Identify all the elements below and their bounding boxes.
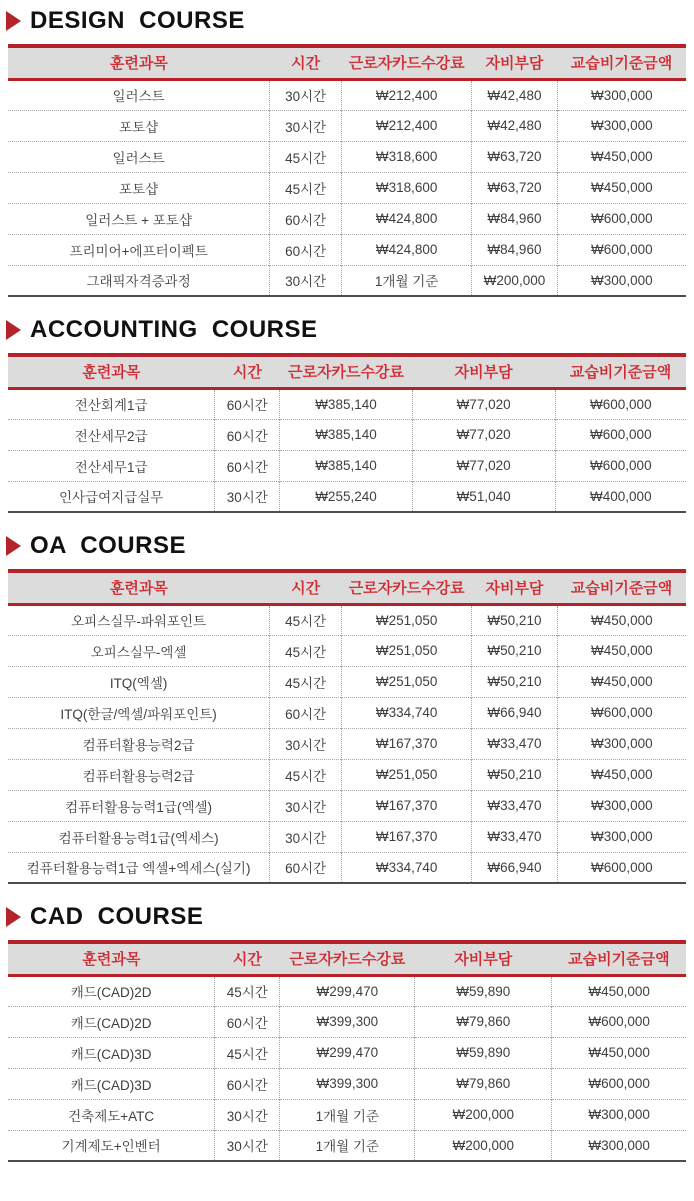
table-cell: 30시간	[215, 1130, 280, 1161]
column-header: 자비부담	[412, 355, 555, 388]
table-cell: 30시간	[215, 481, 280, 512]
column-header: 훈련과목	[8, 942, 215, 975]
column-header: 교습비기준금액	[557, 571, 686, 604]
table-cell: ₩600,000	[555, 388, 686, 419]
table-cell: 30시간	[215, 1099, 280, 1130]
table-cell: ₩66,940	[472, 852, 557, 883]
table-body	[8, 604, 686, 883]
column-header: 시간	[270, 571, 342, 604]
table-cell: ₩424,800	[342, 234, 472, 265]
table-cell: 30시간	[270, 265, 342, 296]
table-cell: 1개월 기준	[342, 265, 472, 296]
table-cell: ₩84,960	[472, 203, 557, 234]
table-cell: 캐드(CAD)3D	[8, 1037, 215, 1068]
table-row	[8, 388, 686, 419]
table-cell: ₩33,470	[472, 728, 557, 759]
table-cell: ₩59,890	[415, 1037, 552, 1068]
table-row	[8, 697, 686, 728]
table-cell: ₩251,050	[342, 759, 472, 790]
table-cell: 60시간	[215, 1068, 280, 1099]
table-cell: ₩212,400	[342, 110, 472, 141]
section-accounting-course	[0, 315, 694, 513]
table-cell: 1개월 기준	[280, 1130, 415, 1161]
table-cell: ₩50,210	[472, 759, 557, 790]
table-row	[8, 728, 686, 759]
table-row	[8, 141, 686, 172]
table-row	[8, 759, 686, 790]
column-header: 훈련과목	[8, 46, 270, 79]
column-header: 자비부담	[415, 942, 552, 975]
table-row	[8, 79, 686, 110]
table-cell: ₩212,400	[342, 79, 472, 110]
table-cell: ₩200,000	[472, 265, 557, 296]
table-cell: 45시간	[270, 141, 342, 172]
table-cell: 45시간	[270, 604, 342, 635]
table-row	[8, 1068, 686, 1099]
table-cell: ₩600,000	[552, 1068, 686, 1099]
table-cell: ₩385,140	[280, 419, 412, 450]
column-header: 훈련과목	[8, 355, 215, 388]
table-cell: ₩450,000	[552, 1037, 686, 1068]
table-cell: 컴퓨터활용능력2급	[8, 728, 270, 759]
table-cell: 기계제도+인벤터	[8, 1130, 215, 1161]
table-cell: ₩334,740	[342, 697, 472, 728]
table-cell: ₩79,860	[415, 1006, 552, 1037]
table-cell: 포토샵	[8, 110, 270, 141]
table-cell: ₩251,050	[342, 604, 472, 635]
column-header: 시간	[215, 355, 280, 388]
table-row	[8, 203, 686, 234]
table-row	[8, 666, 686, 697]
triangle-bullet-icon	[6, 320, 21, 340]
table-cell: ₩399,300	[280, 1006, 415, 1037]
table-cell: ₩399,300	[280, 1068, 415, 1099]
table-cell: 60시간	[215, 1006, 280, 1037]
table-cell: 45시간	[270, 759, 342, 790]
table-cell: 45시간	[270, 635, 342, 666]
table-cell: ₩77,020	[412, 450, 555, 481]
table-cell: ₩600,000	[555, 450, 686, 481]
header-row	[8, 571, 686, 604]
table-cell: ₩300,000	[552, 1130, 686, 1161]
column-header: 자비부담	[472, 46, 557, 79]
table-cell: ₩63,720	[472, 172, 557, 203]
table-row	[8, 1130, 686, 1161]
table-cell: ₩167,370	[342, 821, 472, 852]
table-header	[8, 355, 686, 388]
table-cell: ₩77,020	[412, 388, 555, 419]
table-cell: ₩42,480	[472, 110, 557, 141]
table-cell: ₩299,470	[280, 975, 415, 1006]
table-row	[8, 604, 686, 635]
table-cell: 45시간	[270, 172, 342, 203]
table-cell: ₩600,000	[557, 852, 686, 883]
table-cell: ITQ(한글/엑셀/파워포인트)	[8, 697, 270, 728]
table-cell: 60시간	[270, 697, 342, 728]
table-cell: 컴퓨터활용능력1급(엑셀)	[8, 790, 270, 821]
table-cell: 30시간	[270, 79, 342, 110]
table-row	[8, 852, 686, 883]
table-row	[8, 265, 686, 296]
table-cell: 컴퓨터활용능력1급(엑세스)	[8, 821, 270, 852]
table-cell: ₩299,470	[280, 1037, 415, 1068]
table-cell: ₩50,210	[472, 666, 557, 697]
table-row	[8, 821, 686, 852]
triangle-bullet-icon	[6, 536, 21, 556]
table-cell: ITQ(엑셀)	[8, 666, 270, 697]
table-cell: ₩51,040	[412, 481, 555, 512]
table-cell: ₩300,000	[557, 728, 686, 759]
table-cell: 45시간	[215, 975, 280, 1006]
table-cell: ₩167,370	[342, 728, 472, 759]
triangle-bullet-icon	[6, 11, 21, 31]
table-cell: ₩450,000	[557, 172, 686, 203]
section-title: OA COURSE	[30, 532, 186, 559]
table-row	[8, 110, 686, 141]
table-cell: 60시간	[270, 852, 342, 883]
table-cell: 30시간	[270, 728, 342, 759]
table-cell: 전산세무2급	[8, 419, 215, 450]
table-cell: ₩200,000	[415, 1130, 552, 1161]
section-design-course	[0, 6, 694, 297]
table-cell: ₩77,020	[412, 419, 555, 450]
table-cell: 그래픽자격증과정	[8, 265, 270, 296]
table-cell: ₩33,470	[472, 821, 557, 852]
table-cell: ₩300,000	[557, 79, 686, 110]
oa-course-table	[8, 569, 686, 884]
section-title: CAD COURSE	[30, 903, 204, 930]
column-header: 교습비기준금액	[557, 46, 686, 79]
section-oa-course	[0, 531, 694, 884]
table-cell: 컴퓨터활용능력1급 엑셀+엑세스(실기)	[8, 852, 270, 883]
table-cell: 캐드(CAD)2D	[8, 975, 215, 1006]
table-cell: 오피스실무-파워포인트	[8, 604, 270, 635]
table-row	[8, 1037, 686, 1068]
section-title-row	[6, 902, 694, 932]
column-header: 자비부담	[472, 571, 557, 604]
table-cell: 30시간	[270, 110, 342, 141]
table-cell: 일러스트	[8, 79, 270, 110]
table-cell: ₩450,000	[557, 666, 686, 697]
table-cell: 인사급여지급실무	[8, 481, 215, 512]
table-cell: ₩334,740	[342, 852, 472, 883]
table-cell: ₩318,600	[342, 141, 472, 172]
column-header: 훈련과목	[8, 571, 270, 604]
table-cell: ₩400,000	[555, 481, 686, 512]
table-row	[8, 172, 686, 203]
table-cell: 컴퓨터활용능력2급	[8, 759, 270, 790]
column-header: 근로자카드수강료	[342, 46, 472, 79]
table-cell: 일러스트	[8, 141, 270, 172]
column-header: 교습비기준금액	[552, 942, 686, 975]
table-cell: 전산회계1급	[8, 388, 215, 419]
header-row	[8, 942, 686, 975]
table-cell: ₩424,800	[342, 203, 472, 234]
table-cell: 45시간	[270, 666, 342, 697]
table-cell: ₩251,050	[342, 666, 472, 697]
table-cell: 60시간	[215, 419, 280, 450]
section-title-row	[6, 6, 694, 36]
table-cell: ₩450,000	[557, 759, 686, 790]
table-cell: ₩318,600	[342, 172, 472, 203]
table-cell: ₩42,480	[472, 79, 557, 110]
table-row	[8, 790, 686, 821]
table-cell: ₩600,000	[555, 419, 686, 450]
table-cell: ₩600,000	[557, 697, 686, 728]
table-cell: 1개월 기준	[280, 1099, 415, 1130]
table-row	[8, 635, 686, 666]
table-header	[8, 942, 686, 975]
table-cell: ₩300,000	[557, 265, 686, 296]
table-cell: 60시간	[215, 450, 280, 481]
header-row	[8, 46, 686, 79]
accounting-course-table	[8, 353, 686, 513]
table-cell: 60시간	[215, 388, 280, 419]
section-title-row	[6, 531, 694, 561]
table-cell: ₩450,000	[557, 604, 686, 635]
table-cell: ₩300,000	[552, 1099, 686, 1130]
table-cell: 포토샵	[8, 172, 270, 203]
table-cell: ₩300,000	[557, 790, 686, 821]
column-header: 근로자카드수강료	[342, 571, 472, 604]
table-body	[8, 975, 686, 1161]
table-cell: 일러스트 + 포토샵	[8, 203, 270, 234]
triangle-bullet-icon	[6, 907, 21, 927]
table-cell: ₩59,890	[415, 975, 552, 1006]
column-header: 근로자카드수강료	[280, 942, 415, 975]
table-row	[8, 1006, 686, 1037]
table-body	[8, 388, 686, 512]
table-row	[8, 234, 686, 265]
table-cell: ₩167,370	[342, 790, 472, 821]
table-cell: ₩50,210	[472, 635, 557, 666]
table-cell: ₩300,000	[557, 821, 686, 852]
section-cad-course	[0, 902, 694, 1162]
table-cell: ₩600,000	[557, 234, 686, 265]
table-cell: 30시간	[270, 821, 342, 852]
table-header	[8, 46, 686, 79]
table-row	[8, 450, 686, 481]
table-cell: 60시간	[270, 203, 342, 234]
table-cell: ₩84,960	[472, 234, 557, 265]
table-cell: 프리미어+에프터이펙트	[8, 234, 270, 265]
column-header: 교습비기준금액	[555, 355, 686, 388]
table-row	[8, 975, 686, 1006]
table-cell: ₩200,000	[415, 1099, 552, 1130]
section-title-row	[6, 315, 694, 345]
column-header: 근로자카드수강료	[280, 355, 412, 388]
table-cell: ₩63,720	[472, 141, 557, 172]
header-row	[8, 355, 686, 388]
table-cell: ₩66,940	[472, 697, 557, 728]
table-cell: ₩450,000	[552, 975, 686, 1006]
section-title: DESIGN COURSE	[30, 7, 245, 34]
table-cell: ₩385,140	[280, 450, 412, 481]
table-cell: 건축제도+ATC	[8, 1099, 215, 1130]
table-cell: ₩450,000	[557, 141, 686, 172]
table-row	[8, 481, 686, 512]
column-header: 시간	[215, 942, 280, 975]
table-cell: 60시간	[270, 234, 342, 265]
table-cell: 캐드(CAD)3D	[8, 1068, 215, 1099]
table-cell: ₩50,210	[472, 604, 557, 635]
table-header	[8, 571, 686, 604]
table-cell: ₩255,240	[280, 481, 412, 512]
design-course-table	[8, 44, 686, 297]
table-cell: ₩450,000	[557, 635, 686, 666]
table-row	[8, 1099, 686, 1130]
table-cell: 30시간	[270, 790, 342, 821]
table-cell: ₩79,860	[415, 1068, 552, 1099]
cad-course-table	[8, 940, 686, 1162]
table-cell: ₩33,470	[472, 790, 557, 821]
table-cell: ₩251,050	[342, 635, 472, 666]
table-body	[8, 79, 686, 296]
table-cell: ₩385,140	[280, 388, 412, 419]
table-cell: 오피스실무-엑셀	[8, 635, 270, 666]
table-row	[8, 419, 686, 450]
table-cell: 전산세무1급	[8, 450, 215, 481]
table-cell: ₩300,000	[557, 110, 686, 141]
table-cell: ₩600,000	[552, 1006, 686, 1037]
column-header: 시간	[270, 46, 342, 79]
table-cell: ₩600,000	[557, 203, 686, 234]
table-cell: 45시간	[215, 1037, 280, 1068]
section-title: ACCOUNTING COURSE	[30, 316, 318, 343]
table-cell: 캐드(CAD)2D	[8, 1006, 215, 1037]
